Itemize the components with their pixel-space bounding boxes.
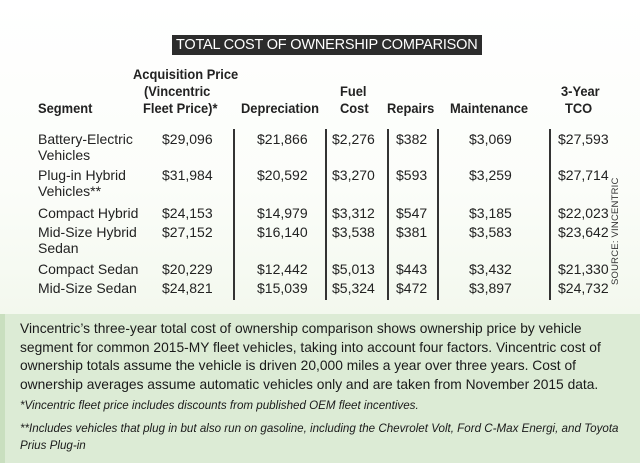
row-compact-hybrid-fuel: $3,312 xyxy=(332,205,375,221)
row-battery-electric-repairs: $382 xyxy=(396,131,428,147)
row-compact-hybrid-repairs: $547 xyxy=(396,205,428,221)
column-separator xyxy=(233,129,235,300)
column-separator xyxy=(387,129,389,300)
row-compact-sedan-segment: Compact Sedan xyxy=(38,261,139,277)
row-midsize-sedan-repairs: $472 xyxy=(396,280,428,296)
row-midsize-sedan-depreciation: $15,039 xyxy=(257,280,308,296)
row-compact-sedan-tco: $21,330 xyxy=(558,261,609,277)
row-midsize-hybrid-segment-line1: Mid-Size Hybrid xyxy=(38,224,137,240)
row-midsize-hybrid-segment-line2: Sedan xyxy=(38,240,79,256)
row-compact-sedan-repairs: $443 xyxy=(396,261,428,277)
row-plugin-hybrid-segment-line2: Vehicles** xyxy=(38,183,102,199)
row-compact-sedan-depreciation: $12,442 xyxy=(257,261,308,277)
header-fuel-line2: Cost xyxy=(340,100,369,116)
row-plugin-hybrid-segment-line1: Plug-in Hybrid xyxy=(38,167,126,183)
column-separator xyxy=(325,129,327,300)
header-repairs: Repairs xyxy=(387,100,435,116)
row-midsize-hybrid-depreciation: $16,140 xyxy=(257,224,308,240)
row-battery-electric-depreciation: $21,866 xyxy=(257,131,308,147)
row-compact-sedan-fuel: $5,013 xyxy=(332,261,375,277)
row-battery-electric-segment-line2: Vehicles xyxy=(38,147,91,163)
footnote-fleet-price: *Vincentric fleet price includes discounts from published OEM fleet incentives. xyxy=(20,399,419,412)
row-battery-electric-tco: $27,593 xyxy=(558,131,609,147)
header-acquisition-line2: (Vincentric xyxy=(144,83,211,99)
row-compact-hybrid-depreciation: $14,979 xyxy=(257,205,308,221)
row-battery-electric-maintenance: $3,069 xyxy=(469,131,512,147)
header-acquisition-line1: Acquisition Price xyxy=(133,66,239,82)
column-separator xyxy=(549,129,551,300)
row-compact-hybrid-segment: Compact Hybrid xyxy=(38,205,139,221)
row-battery-electric-fuel: $2,276 xyxy=(332,131,375,147)
header-segment: Segment xyxy=(38,100,93,116)
row-plugin-hybrid-acquisition: $31,984 xyxy=(162,167,213,183)
row-midsize-sedan-acquisition: $24,821 xyxy=(162,280,213,296)
row-midsize-sedan-tco: $24,732 xyxy=(558,280,609,296)
row-midsize-hybrid-fuel: $3,538 xyxy=(332,224,375,240)
column-separator xyxy=(437,129,439,300)
row-battery-electric-acquisition: $29,096 xyxy=(162,131,213,147)
header-maintenance: Maintenance xyxy=(450,100,529,116)
footnote-plug-in: **Includes vehicles that plug in but also run on gasoline, including the Chevrolet Volt, Ford C-Max Energi, and Toyota Prius Plug-in xyxy=(20,422,619,452)
row-midsize-hybrid-repairs: $381 xyxy=(396,224,428,240)
row-compact-hybrid-maintenance: $3,185 xyxy=(469,205,512,221)
row-plugin-hybrid-maintenance: $3,259 xyxy=(469,167,512,183)
table-title: TOTAL COST OF OWNERSHIP COMPARISON xyxy=(172,35,482,55)
row-plugin-hybrid-fuel: $3,270 xyxy=(332,167,375,183)
row-plugin-hybrid-depreciation: $20,592 xyxy=(257,167,308,183)
row-plugin-hybrid-repairs: $593 xyxy=(396,167,428,183)
row-compact-sedan-maintenance: $3,432 xyxy=(469,261,512,277)
header-tco-line2: TCO xyxy=(565,100,593,116)
row-compact-hybrid-acquisition: $24,153 xyxy=(162,205,213,221)
caption-text: Vincentric’s three-year total cost of ownership comparison shows ownership price by vehicle segment for common 2015-MY fleet vehicles, taking into account four factors. Vincentric cost of ownership totals assume the vehicle is driven 20,000 miles a year over three years. Cost of ownership averages assume automatic vehicles only and are taken from November 2015 data. xyxy=(20,321,601,392)
row-midsize-hybrid-maintenance: $3,583 xyxy=(469,224,512,240)
header-tco-line1: 3-Year xyxy=(561,83,600,99)
header-fuel-line1: Fuel xyxy=(340,83,367,99)
row-compact-hybrid-tco: $22,023 xyxy=(558,205,609,221)
header-depreciation: Depreciation xyxy=(241,100,320,116)
row-midsize-hybrid-acquisition: $27,152 xyxy=(162,224,213,240)
header-acquisition-line3: Fleet Price)* xyxy=(143,100,218,116)
row-midsize-sedan-maintenance: $3,897 xyxy=(469,280,512,296)
row-midsize-sedan-fuel: $5,324 xyxy=(332,280,375,296)
row-compact-sedan-acquisition: $20,229 xyxy=(162,261,213,277)
source-credit: SOURCE: VINCENTRIC xyxy=(610,177,621,285)
row-midsize-hybrid-tco: $23,642 xyxy=(558,224,609,240)
row-midsize-sedan-segment: Mid-Size Sedan xyxy=(38,280,137,296)
row-battery-electric-segment-line1: Battery-Electric xyxy=(38,131,133,147)
row-plugin-hybrid-tco: $27,714 xyxy=(558,167,609,183)
